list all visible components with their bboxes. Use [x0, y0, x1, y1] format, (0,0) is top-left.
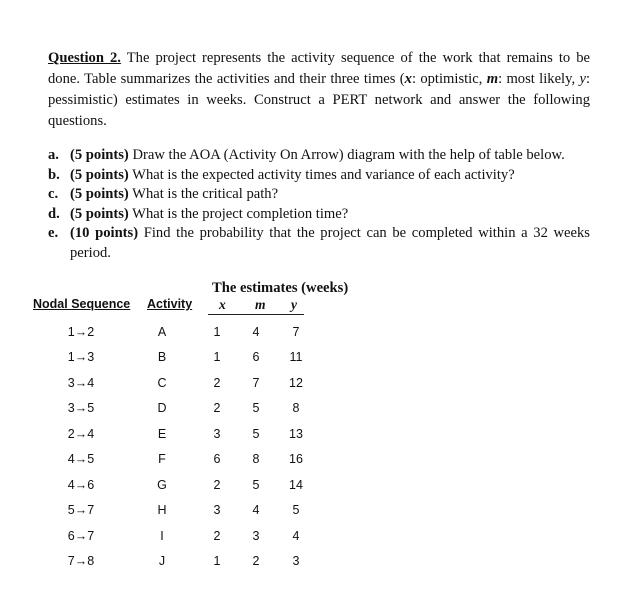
table-row [0, 503, 632, 523]
x-cell: 3 [213, 503, 221, 517]
m-cell: 7 [252, 376, 260, 390]
m-cell: 4 [252, 325, 260, 339]
nodal-sequence-cell: 1→3 [67, 350, 95, 364]
y-cell: 7 [292, 325, 300, 339]
activity-cell: F [158, 452, 166, 466]
activity-cell: J [158, 554, 166, 568]
activity-cell: I [160, 529, 164, 543]
nodal-sequence-cell: 4→5 [67, 452, 95, 466]
x-cell: 2 [213, 376, 221, 390]
x-symbol: x [404, 71, 412, 87]
sub-question-b [48, 166, 590, 186]
nodal-sequence-header: Nodal Sequence [33, 297, 131, 311]
sub-question-a [48, 146, 590, 166]
y-cell: 16 [289, 452, 303, 466]
sub-question-letter: b. [48, 166, 60, 183]
activity-cell: G [157, 478, 167, 492]
y-cell: 13 [289, 427, 303, 441]
x-cell: 2 [213, 529, 221, 543]
sub-question-letter: c. [48, 186, 59, 202]
nodal-sequence-cell: 3→5 [67, 401, 95, 415]
m-cell: 5 [252, 478, 260, 492]
sub-question-points: (5 points) [70, 166, 129, 183]
x-cell: 6 [213, 452, 221, 466]
estimates-header: The estimates (weeks) [212, 280, 349, 296]
table-row [0, 452, 632, 472]
y-description: : pessimistic) estimates in weeks. Construct a PERT network and answer the following questions. [48, 71, 590, 129]
table-row [0, 478, 632, 498]
nodal-sequence-cell: 4→6 [67, 478, 95, 492]
sub-question-text: What is the expected activity times and variance of each activity? [128, 166, 515, 183]
sub-question-letter: e. [48, 225, 59, 241]
question-intro [48, 48, 590, 132]
sub-question-text: What is the project completion time? [128, 205, 349, 222]
table-row [0, 554, 632, 574]
m-header: m [255, 297, 266, 312]
activity-cell: C [157, 376, 167, 390]
y-cell: 3 [292, 554, 300, 568]
sub-question-text: Find the probability that the project can be completed within a 32 weeks period. [70, 225, 590, 261]
y-cell: 8 [292, 401, 300, 415]
x-cell: 1 [213, 325, 221, 339]
m-cell: 4 [252, 503, 260, 517]
sub-question-points: (5 points) [70, 186, 129, 202]
y-cell: 14 [289, 478, 303, 492]
sub-question-c [48, 185, 590, 205]
m-description: : most likely, [498, 71, 580, 87]
sub-question-text: What is the critical path? [128, 186, 279, 202]
nodal-sequence-cell: 3→4 [67, 376, 95, 390]
question-label: Question 2. [48, 50, 121, 66]
nodal-sequence-cell: 1→2 [67, 325, 95, 339]
m-cell: 5 [252, 427, 260, 441]
table-row [0, 376, 632, 396]
sub-question-letter: a. [48, 147, 59, 163]
y-cell: 4 [292, 529, 300, 543]
x-cell: 1 [213, 554, 221, 568]
estimates-underline [208, 314, 304, 315]
x-header: x [219, 297, 226, 312]
nodal-sequence-cell: 6→7 [67, 529, 95, 543]
x-cell: 1 [213, 350, 221, 364]
nodal-sequence-cell: 5→7 [67, 503, 95, 517]
x-description: : optimistic, [411, 71, 487, 87]
sub-question-list [48, 146, 590, 263]
y-cell: 12 [289, 376, 303, 390]
activity-cell: D [157, 401, 167, 415]
question-text: The project represents the activity sequence of the work that remains to be done. Table summarizes the activities and their three times ( [48, 50, 590, 87]
x-cell: 2 [213, 478, 221, 492]
table-row [0, 350, 632, 370]
sub-question-points: (10 points) [70, 225, 139, 241]
activity-header: Activity [147, 297, 193, 311]
sub-question-text: Draw the AOA (Activity On Arrow) diagram with the help of table below. [128, 147, 565, 163]
x-cell: 2 [213, 401, 221, 415]
table-row [0, 401, 632, 421]
x-cell: 3 [213, 427, 221, 441]
nodal-sequence-cell: 2→4 [67, 427, 95, 441]
y-header: y [291, 297, 297, 312]
m-cell: 3 [252, 529, 260, 543]
activity-cell: B [157, 350, 167, 364]
sub-question-points: (5 points) [70, 205, 129, 222]
y-symbol: y [579, 71, 586, 87]
table-row [0, 325, 632, 345]
nodal-sequence-cell: 7→8 [67, 554, 95, 568]
activity-cell: H [157, 503, 167, 517]
sub-question-points: (5 points) [70, 147, 129, 163]
m-cell: 5 [252, 401, 260, 415]
m-cell: 2 [252, 554, 260, 568]
sub-question-d [48, 205, 590, 225]
y-cell: 5 [292, 503, 300, 517]
sub-question-e [48, 224, 590, 263]
activity-cell: A [157, 325, 167, 339]
m-cell: 6 [252, 350, 260, 364]
table-row [0, 529, 632, 549]
m-cell: 8 [252, 452, 260, 466]
activity-cell: E [157, 427, 167, 441]
y-cell: 11 [289, 350, 303, 364]
m-symbol: m [486, 71, 499, 87]
sub-question-letter: d. [48, 205, 60, 222]
table-row [0, 427, 632, 447]
